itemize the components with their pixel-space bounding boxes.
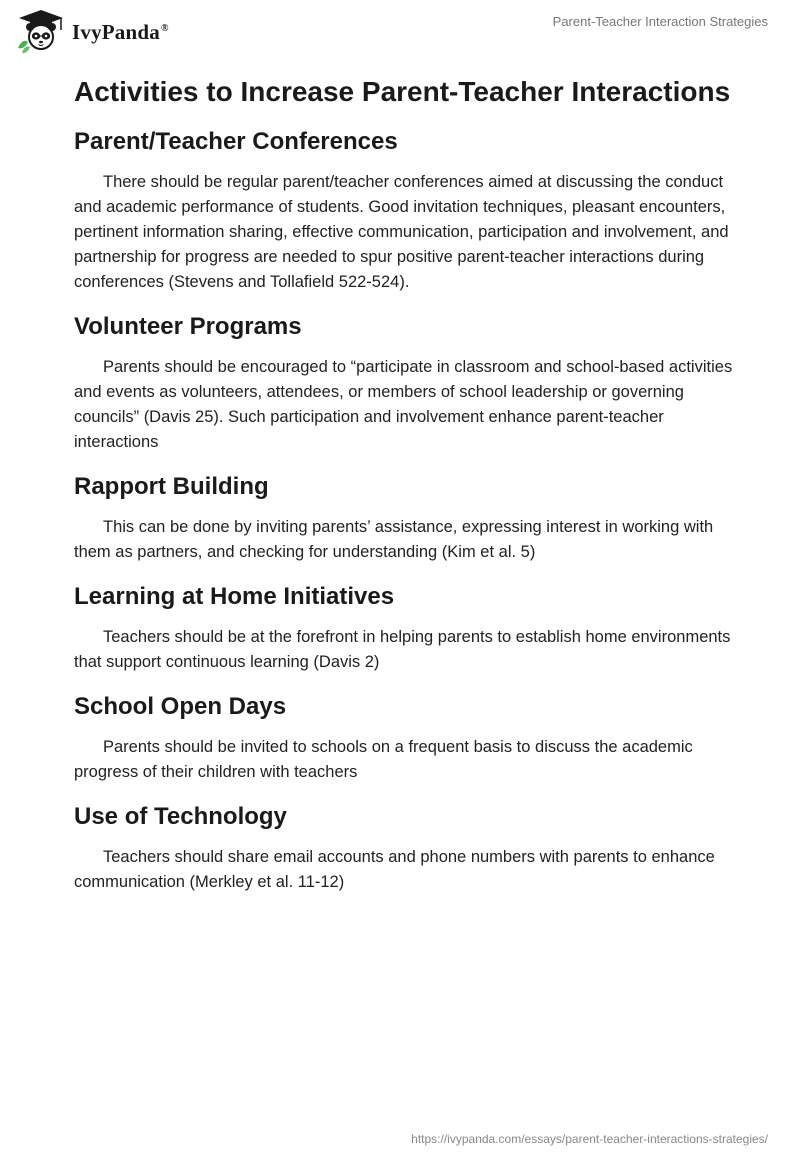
registered-mark: ® <box>160 22 169 34</box>
section-heading: Learning at Home Initiatives <box>74 583 395 610</box>
section-heading: Volunteer Programs <box>74 313 302 340</box>
section-heading: Parent/Teacher Conferences <box>74 128 398 155</box>
section-heading: Rapport Building <box>74 473 269 500</box>
section-volunteer-programs <box>74 311 734 455</box>
page-title: Activities to Increase Parent-Teacher Interactions <box>74 76 731 107</box>
section-paragraph: This can be done by inviting parents’ assistance, expressing interest in working with them as partners, and checking for understanding (Kim et al. 5) <box>74 518 714 561</box>
section-parent-teacher-conferences <box>74 126 734 295</box>
ivypanda-logo[interactable] <box>14 8 169 54</box>
source-url[interactable]: https://ivypanda.com/essays/parent-teacher-interactions-strategies/ <box>411 1132 768 1146</box>
section-paragraph: Parents should be encouraged to “participate in classroom and school-based activities and events as volunteers, attendees, or members of school leadership or governing councils” (Davis 25). Such participation and involvement enhance parent-teacher interactions <box>74 358 733 451</box>
article-content <box>74 72 734 911</box>
section-paragraph: There should be regular parent/teacher conferences aimed at discussing the conduct and academic performance of students. Good invitation techniques, pleasant encounters, pertinent information sharing, effective communication, participation and involvement, and partnership for progress are needed to spur positive parent-teacher interactions during conferences (Stevens and Tollafield 522-524). <box>74 173 729 291</box>
section-learning-at-home <box>74 581 734 675</box>
section-heading: School Open Days <box>74 693 287 720</box>
section-paragraph: Teachers should be at the forefront in helping parents to establish home environments that support continuous learning (Davis 2) <box>74 628 731 671</box>
panda-graduate-icon <box>14 8 68 54</box>
running-title: Parent-Teacher Interaction Strategies <box>552 14 768 29</box>
section-use-of-technology <box>74 801 734 895</box>
section-paragraph: Parents should be invited to schools on a frequent basis to discuss the academic progress of their children with teachers <box>74 738 693 781</box>
section-school-open-days <box>74 691 734 785</box>
page-header <box>0 0 800 60</box>
section-rapport-building <box>74 471 734 565</box>
section-heading: Use of Technology <box>74 803 287 830</box>
brand-name: IvyPanda® <box>72 19 169 44</box>
section-paragraph: Teachers should share email accounts and phone numbers with parents to enhance communication (Merkley et al. 11-12) <box>74 848 715 891</box>
